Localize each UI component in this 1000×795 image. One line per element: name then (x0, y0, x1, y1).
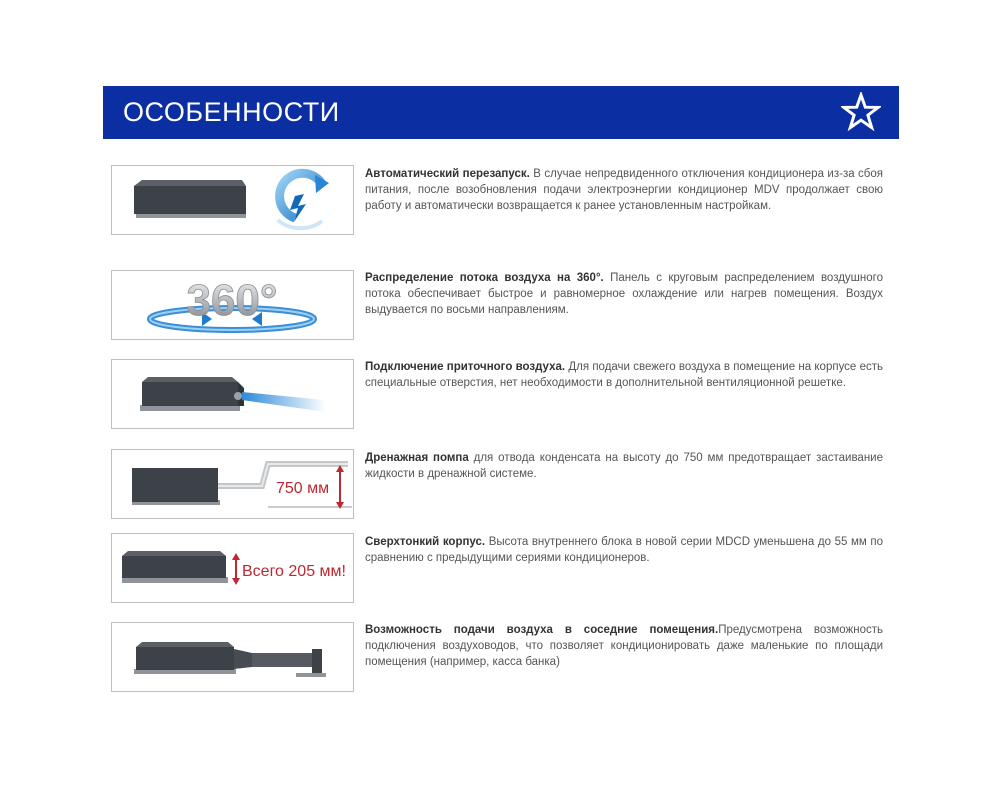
duct-connection-icon (112, 623, 353, 691)
feature-description: Панель с круговым распределением воздушного потока обеспечивает быстрое и равномерное охлаждение или нагрев помещения. Воздух выдувается по восьми направлениям. (365, 272, 883, 316)
feature-duct-connection (365, 622, 883, 670)
feature-fresh-air (365, 359, 883, 391)
airflow-360-image (111, 270, 354, 340)
feature-title: Сверхтонкий корпус. (365, 536, 486, 548)
feature-description: для отвода конденсата на высоту до 750 мм предотвращает застаивание жидкости в дренажной системе. (365, 452, 883, 480)
fresh-air-image (111, 359, 354, 429)
section-header (103, 86, 899, 139)
slim-body-icon (112, 534, 353, 602)
slim-body-image (111, 533, 354, 603)
drain-pump-icon (112, 450, 353, 518)
airflow-360-icon (112, 271, 353, 339)
feature-auto-restart (365, 166, 883, 214)
feature-title: Автоматический перезапуск. (365, 168, 530, 180)
feature-title: Распределение потока воздуха на 360°. (365, 272, 604, 284)
duct-connection-image (111, 622, 354, 692)
feature-description: Высота внутреннего блока в новой серии MDCD уменьшена до 55 мм по сравнению с предыдущими сериями кондиционеров. (365, 536, 883, 564)
feature-title: Дренажная помпа (365, 452, 469, 464)
page-title: ОСОБЕННОСТИ (123, 97, 340, 127)
feature-title: Возможность подачи воздуха в соседние помещения. (365, 624, 719, 636)
feature-description: Предусмотрена возможность подключения воздуховодов, что позволяет кондиционировать даже маленькие по площади помещения (например, касса банка) (365, 624, 883, 668)
fresh-air-intake-icon (112, 360, 353, 428)
auto-restart-icon (112, 166, 353, 234)
drain-pump-image (111, 449, 354, 519)
feature-slim-body (365, 534, 883, 566)
feature-title: Подключение приточного воздуха. (365, 361, 566, 373)
feature-drain-pump (365, 450, 883, 482)
auto-restart-image (111, 165, 354, 235)
feature-airflow-360 (365, 270, 883, 318)
drain-height-label: 750 мм (276, 480, 330, 497)
slim-height-label: Всего 205 мм! (242, 563, 346, 580)
airflow-360-label: 360° (186, 276, 278, 325)
feature-description: В случае непредвиденного отключения кондиционера из-за сбоя питания, после возобновления подачи электроэнергии кондиционер MDV продолжает свою работу и автоматически возвращается к ранее установленным настройкам. (365, 168, 884, 212)
feature-description: Для подачи свежего воздуха в помещение на корпусе есть специальные отверстия, нет необходимости в дополнительной вентиляционной решетке. (365, 361, 883, 389)
star-icon (841, 92, 881, 132)
